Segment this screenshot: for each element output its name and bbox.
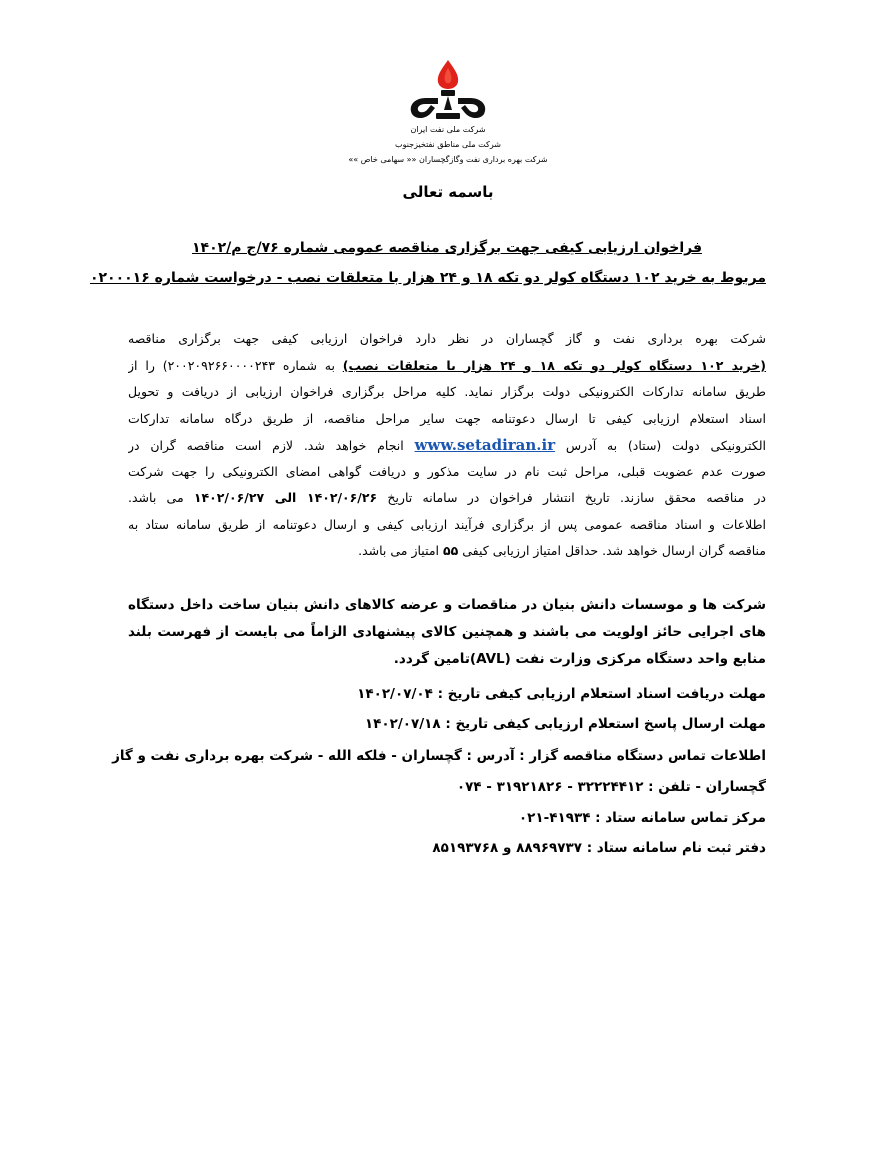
body-line: در مناقصه محقق سازند. تاریخ انتشار فراخوان در سامانه تاریخ ۱۴۰۲/۰۶/۲۶ الی ۱۴۰۲/۰۶/۲۷ می باشد. bbox=[128, 490, 766, 505]
body-line: اسناد استعلام ارزیابی کیفی تا ارسال دعوتنامه جهت سایر مراحل مناقصه، از طریق درگاه سامانه تدارکات bbox=[128, 410, 766, 426]
body-line: اطلاعات و اسناد مناقصه عمومی پس از برگزاری فرآیند ارزیابی کیفی و ارسال دعوتنامه از طریق سامانه ستاد به bbox=[128, 516, 766, 532]
nioc-flame-logo-icon bbox=[398, 58, 498, 122]
org-name-nisoc: شرکت ملی مناطق نفتخیزجنوب bbox=[395, 140, 501, 149]
tender-title: فراخوان ارزیابی کیفی جهت برگزاری مناقصه عمومی شماره ۷۶/ج م/۱۴۰۲ bbox=[191, 240, 702, 256]
tender-subtitle: مربوط به خرید ۱۰۲ دستگاه کولر دو تکه ۱۸ و ۲۴ هزار با متعلقات نصب - درخواست شماره ۰۲۰۰۰۱۶ bbox=[89, 270, 766, 286]
knowledge-based-notice bbox=[128, 592, 766, 673]
setadiran-link[interactable]: www.setadiran.ir bbox=[414, 436, 556, 454]
tender-subject: (خرید ۱۰۲ دستگاه کولر دو تکه ۱۸ و ۲۴ هزار با متعلقات نصب) bbox=[342, 357, 766, 373]
minimum-score: ۵۵ bbox=[443, 543, 459, 558]
letterhead bbox=[0, 58, 896, 167]
contact-info: اطلاعات تماس دستگاه مناقصه گزار : آدرس : گچساران - فلکه الله - شرکت بهره برداری نفت و گاز bbox=[112, 748, 766, 764]
setad-registration-office: دفتر ثبت نام سامانه ستاد : ۸۸۹۶۹۷۳۷ و ۸۵۱۹۳۷۶۸ bbox=[432, 840, 766, 856]
company-logo bbox=[0, 58, 896, 122]
body-line: (خرید ۱۰۲ دستگاه کولر دو تکه ۱۸ و ۲۴ هزار با متعلقات نصب) به شماره ۲۰۰۲۰۹۲۶۶۰۰۰۰۲۴۳) را از bbox=[128, 357, 766, 373]
org-name-gachsaran: شرکت بهره برداری نفت وگازگچساران «« سهامی خاص »» bbox=[348, 155, 548, 164]
basmala-heading: باسمه تعالی bbox=[402, 183, 494, 201]
publish-dates: ۱۴۰۲/۰۶/۲۶ الی ۱۴۰۲/۰۶/۲۷ bbox=[193, 490, 378, 505]
deadline-send: مهلت ارسال پاسخ استعلام ارزیابی کیفی تاریخ : ۱۴۰۲/۰۷/۱۸ bbox=[364, 716, 766, 732]
notice-line: منابع واحد دستگاه مرکزی وزارت نفت (AVL)تامین گردد. bbox=[393, 651, 766, 667]
deadline-receive: مهلت دریافت اسناد استعلام ارزیابی کیفی تاریخ : ۱۴۰۲/۰۷/۰۴ bbox=[357, 686, 766, 702]
announcement-body bbox=[128, 326, 766, 565]
setad-call-center: مرکز تماس سامانه ستاد : ۴۱۹۳۴-۰۲۱ bbox=[518, 810, 766, 826]
notice-line: های اجرایی حائز اولویت می باشند و همچنین کالای پیشنهادی الزاماً می بایست از فهرست بلند bbox=[128, 624, 766, 640]
body-line: طریق سامانه تدارکات الکترونیکی دولت برگزار نماید. کلیه مراحل برگزاری فراخوان ارزیابی از دریافت و تحویل bbox=[128, 384, 766, 399]
body-line: شرکت بهره برداری نفت و گاز گچساران در نظر دارد فراخوان ارزیابی کیفی جهت برگزاری مناقصه bbox=[128, 331, 766, 346]
contact-phones: گچساران - تلفن : ۳۲۲۲۴۴۱۲ - ۳۱۹۲۱۸۲۶ - ۰۷۴ bbox=[456, 779, 766, 795]
notice-line: شرکت ها و موسسات دانش بنیان در مناقصات و عرضه کالاهای دانش بنیان ساخت داخل دستگاه bbox=[128, 597, 766, 613]
org-name-nioc: شرکت ملی نفت ایران bbox=[410, 125, 486, 134]
body-line: مناقصه گران ارسال خواهد شد. حداقل امتیاز ارزیابی کیفی ۵۵ امتیاز می باشد. bbox=[358, 543, 766, 558]
body-line: صورت عدم عضویت قبلی، مراحل ثبت نام در سایت مذکور و دریافت گواهی امضای الکترونیکی را جهت شرکت bbox=[128, 463, 766, 479]
body-line: الکترونیکی دولت (ستاد) به آدرس www.setadiran.ir انجام خواهد شد. لازم است مناقصه گران در bbox=[128, 436, 766, 454]
